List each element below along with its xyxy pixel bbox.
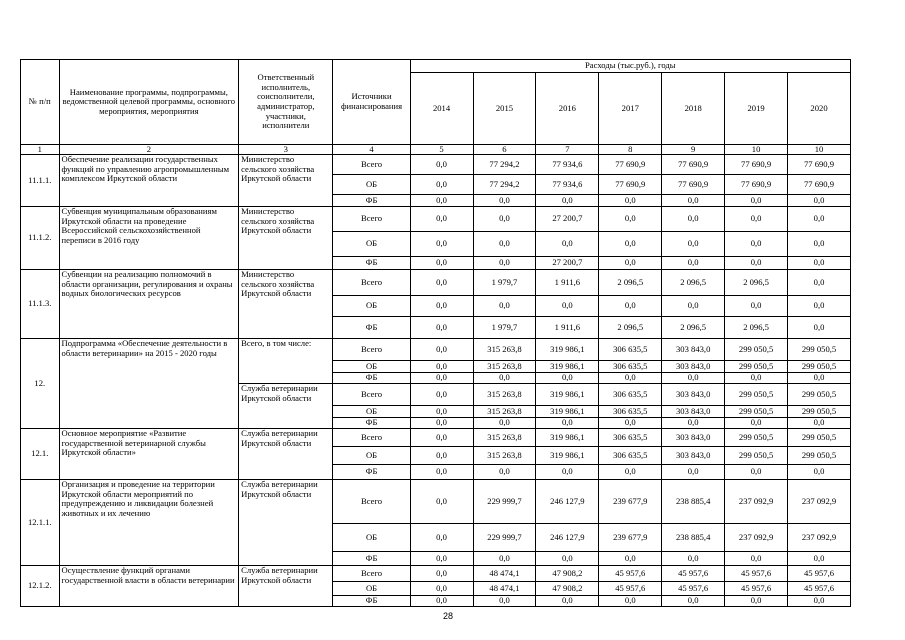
row-value: 27 200,7 — [536, 257, 599, 270]
row-value: 299 050,5 — [788, 339, 851, 361]
row-value: 0,0 — [410, 406, 473, 418]
row-value: 1 911,6 — [536, 317, 599, 339]
row-name: Субвенции на реализацию полномочий в области организации, регулирования и охраны водных биологических ресурсов — [59, 270, 239, 339]
row-value: 306 635,5 — [599, 384, 662, 406]
row-value: 239 677,9 — [599, 524, 662, 552]
row-value: 306 635,5 — [599, 406, 662, 418]
row-source: ОБ — [333, 361, 410, 373]
table-row — [21, 339, 851, 361]
header-year: 2014 — [410, 73, 473, 145]
row-value: 77 690,9 — [599, 155, 662, 175]
header-index: 9 — [662, 145, 725, 155]
row-value: 299 050,5 — [725, 361, 788, 373]
budget-table — [20, 59, 851, 607]
row-name: Обеспечение реализации государственных функций по управлению агропромышленным комплексом Иркутской области — [59, 155, 239, 207]
header-index: 3 — [239, 145, 333, 155]
header-index: 1 — [21, 145, 60, 155]
row-value: 0,0 — [536, 418, 599, 429]
table-row — [21, 270, 851, 296]
row-value: 0,0 — [410, 465, 473, 480]
row-number: 12.1. — [21, 429, 60, 480]
row-value: 0,0 — [788, 296, 851, 317]
row-value: 0,0 — [662, 257, 725, 270]
row-value: 0,0 — [599, 596, 662, 607]
row-value: 299 050,5 — [788, 447, 851, 465]
row-value: 319 986,1 — [536, 339, 599, 361]
row-value: 0,0 — [599, 257, 662, 270]
row-value: 0,0 — [473, 465, 536, 480]
row-value: 0,0 — [410, 418, 473, 429]
row-source: ФБ — [333, 465, 410, 480]
row-value: 0,0 — [662, 465, 725, 480]
row-value: 0,0 — [536, 373, 599, 384]
row-value: 0,0 — [473, 232, 536, 257]
row-value: 77 934,6 — [536, 155, 599, 175]
row-source: ФБ — [333, 195, 410, 207]
row-value: 315 263,8 — [473, 339, 536, 361]
row-responsible: Служба ветеринарии Иркутской области — [239, 429, 333, 480]
row-value: 0,0 — [788, 596, 851, 607]
row-value: 0,0 — [725, 596, 788, 607]
row-value: 237 092,9 — [725, 480, 788, 524]
header-year: 2020 — [788, 73, 851, 145]
row-value: 0,0 — [410, 270, 473, 296]
row-value: 77 690,9 — [662, 175, 725, 195]
row-source: ФБ — [333, 418, 410, 429]
row-source: Всего — [333, 207, 410, 232]
row-value: 319 986,1 — [536, 384, 599, 406]
row-value: 0,0 — [536, 465, 599, 480]
row-responsible: Министерство сельского хозяйства Иркутской области — [239, 270, 333, 339]
row-value: 0,0 — [599, 418, 662, 429]
row-source: ФБ — [333, 373, 410, 384]
row-value: 0,0 — [410, 566, 473, 582]
header-year: 2018 — [662, 73, 725, 145]
row-value: 237 092,9 — [725, 524, 788, 552]
row-value: 0,0 — [788, 465, 851, 480]
row-value: 299 050,5 — [788, 361, 851, 373]
row-value: 0,0 — [536, 596, 599, 607]
row-value: 0,0 — [725, 207, 788, 232]
row-value: 319 986,1 — [536, 361, 599, 373]
header-year: 2017 — [599, 73, 662, 145]
row-value: 315 263,8 — [473, 406, 536, 418]
row-value: 77 294,2 — [473, 175, 536, 195]
header-no: № п/п — [21, 60, 60, 145]
row-value: 299 050,5 — [725, 339, 788, 361]
row-value: 2 096,5 — [725, 270, 788, 296]
row-value: 0,0 — [410, 195, 473, 207]
row-value: 0,0 — [599, 296, 662, 317]
row-source: ФБ — [333, 257, 410, 270]
row-value: 0,0 — [473, 257, 536, 270]
row-value: 1 979,7 — [473, 270, 536, 296]
row-name: Субвенция муниципальным образованиям Иркутской области на проведение Всероссийской сельскохозяйственной переписи в 2016 году — [59, 207, 239, 270]
row-value: 238 885,4 — [662, 480, 725, 524]
row-value: 306 635,5 — [599, 361, 662, 373]
row-value: 0,0 — [788, 317, 851, 339]
row-value: 0,0 — [410, 257, 473, 270]
row-source: ОБ — [333, 582, 410, 596]
row-value: 45 957,6 — [788, 566, 851, 582]
header-index: 10 — [725, 145, 788, 155]
row-responsible: Министерство сельского хозяйства Иркутской области — [239, 207, 333, 270]
row-value: 315 263,8 — [473, 361, 536, 373]
row-value: 229 999,7 — [473, 480, 536, 524]
row-value: 0,0 — [662, 552, 725, 566]
row-value: 0,0 — [473, 552, 536, 566]
row-value: 0,0 — [599, 232, 662, 257]
row-number: 12. — [21, 339, 60, 429]
row-value: 45 957,6 — [788, 582, 851, 596]
header-name: Наименование программы, подпрограммы, ведомственной целевой программы, основного мероприятия, мероприятия — [59, 60, 239, 145]
table-row — [21, 566, 851, 582]
header-index: 7 — [536, 145, 599, 155]
row-value: 77 690,9 — [725, 155, 788, 175]
row-value: 0,0 — [410, 155, 473, 175]
row-value: 0,0 — [410, 361, 473, 373]
row-name: Осуществление функций органами государственной власти в области ветеринарии — [59, 566, 239, 607]
row-name: Организация и проведение на территории Иркутской области мероприятий по предупреждению и ликвидации болезней животных и их лечению — [59, 480, 239, 566]
row-value: 0,0 — [410, 596, 473, 607]
row-value: 0,0 — [536, 296, 599, 317]
header-expenses: Расходы (тыс.руб.), годы — [410, 60, 850, 73]
row-responsible: Служба ветеринарии Иркутской области — [239, 566, 333, 607]
row-value: 27 200,7 — [536, 207, 599, 232]
row-value: 2 096,5 — [725, 317, 788, 339]
row-value: 1 911,6 — [536, 270, 599, 296]
row-value: 306 635,5 — [599, 339, 662, 361]
row-source: Всего — [333, 566, 410, 582]
header-index: 4 — [333, 145, 410, 155]
row-source: Всего — [333, 339, 410, 361]
row-value: 48 474,1 — [473, 582, 536, 596]
row-value: 0,0 — [788, 207, 851, 232]
row-value: 0,0 — [788, 270, 851, 296]
row-value: 0,0 — [788, 257, 851, 270]
row-name: Подпрограмма «Обеспечение деятельности в области ветеринарии» на 2015 - 2020 годы — [59, 339, 239, 429]
row-value: 77 934,6 — [536, 175, 599, 195]
row-value: 237 092,9 — [788, 524, 851, 552]
row-value: 299 050,5 — [725, 447, 788, 465]
row-value: 0,0 — [410, 373, 473, 384]
row-responsible: Служба ветеринарии Иркутской области — [239, 384, 333, 429]
row-source: ОБ — [333, 232, 410, 257]
row-value: 77 690,9 — [599, 175, 662, 195]
row-value: 303 843,0 — [662, 406, 725, 418]
row-value: 0,0 — [410, 480, 473, 524]
row-value: 0,0 — [662, 373, 725, 384]
row-value: 0,0 — [410, 524, 473, 552]
row-value: 0,0 — [725, 465, 788, 480]
row-value: 319 986,1 — [536, 429, 599, 447]
row-number: 11.1.3. — [21, 270, 60, 339]
header-index: 2 — [59, 145, 239, 155]
row-value: 237 092,9 — [788, 480, 851, 524]
row-value: 0,0 — [788, 552, 851, 566]
row-source: ОБ — [333, 447, 410, 465]
row-number: 12.1.1. — [21, 480, 60, 566]
header-index: 8 — [599, 145, 662, 155]
row-value: 0,0 — [725, 418, 788, 429]
table-row — [21, 207, 851, 232]
row-value: 0,0 — [725, 373, 788, 384]
row-value: 0,0 — [662, 296, 725, 317]
row-source: ФБ — [333, 552, 410, 566]
row-value: 0,0 — [662, 207, 725, 232]
row-source: Всего — [333, 429, 410, 447]
row-value: 0,0 — [536, 195, 599, 207]
row-value: 0,0 — [725, 232, 788, 257]
header-year: 2016 — [536, 73, 599, 145]
row-value: 0,0 — [410, 384, 473, 406]
row-value: 2 096,5 — [599, 270, 662, 296]
row-value: 246 127,9 — [536, 524, 599, 552]
row-value: 303 843,0 — [662, 447, 725, 465]
row-value: 0,0 — [410, 296, 473, 317]
row-value: 315 263,8 — [473, 429, 536, 447]
row-value: 0,0 — [662, 232, 725, 257]
row-value: 0,0 — [536, 552, 599, 566]
row-value: 45 957,6 — [599, 566, 662, 582]
row-value: 0,0 — [599, 195, 662, 207]
row-value: 303 843,0 — [662, 384, 725, 406]
row-value: 0,0 — [662, 195, 725, 207]
row-value: 306 635,5 — [599, 447, 662, 465]
row-value: 77 294,2 — [473, 155, 536, 175]
row-value: 0,0 — [599, 373, 662, 384]
row-number: 11.1.2. — [21, 207, 60, 270]
row-value: 0,0 — [410, 582, 473, 596]
row-source: Всего — [333, 384, 410, 406]
row-value: 0,0 — [410, 207, 473, 232]
row-source: ФБ — [333, 596, 410, 607]
row-source: Всего — [333, 155, 410, 175]
row-value: 0,0 — [725, 195, 788, 207]
row-source: Всего — [333, 270, 410, 296]
row-value: 0,0 — [473, 207, 536, 232]
table-row — [21, 155, 851, 175]
row-value: 0,0 — [410, 232, 473, 257]
row-value: 1 979,7 — [473, 317, 536, 339]
row-value: 0,0 — [662, 418, 725, 429]
row-value: 0,0 — [788, 418, 851, 429]
row-value: 299 050,5 — [788, 384, 851, 406]
row-name: Основное мероприятие «Развитие государственной ветеринарной службы Иркутской области» — [59, 429, 239, 480]
row-value: 0,0 — [725, 552, 788, 566]
row-value: 0,0 — [410, 552, 473, 566]
row-number: 11.1.1. — [21, 155, 60, 207]
row-value: 315 263,8 — [473, 384, 536, 406]
header-year: 2015 — [473, 73, 536, 145]
row-responsible: Служба ветеринарии Иркутской области — [239, 480, 333, 566]
row-source: ОБ — [333, 524, 410, 552]
header-index: 6 — [473, 145, 536, 155]
table-row — [21, 429, 851, 447]
row-value: 0,0 — [473, 296, 536, 317]
row-value: 2 096,5 — [599, 317, 662, 339]
row-value: 0,0 — [599, 465, 662, 480]
row-value: 238 885,4 — [662, 524, 725, 552]
row-value: 303 843,0 — [662, 339, 725, 361]
header-year: 2019 — [725, 73, 788, 145]
row-value: 0,0 — [788, 373, 851, 384]
row-value: 77 690,9 — [788, 175, 851, 195]
row-value: 45 957,6 — [662, 566, 725, 582]
row-value: 0,0 — [599, 207, 662, 232]
row-value: 0,0 — [662, 596, 725, 607]
row-value: 45 957,6 — [662, 582, 725, 596]
row-value: 0,0 — [725, 296, 788, 317]
row-value: 0,0 — [788, 232, 851, 257]
row-value: 48 474,1 — [473, 566, 536, 582]
row-value: 0,0 — [473, 195, 536, 207]
row-value: 0,0 — [410, 447, 473, 465]
table-row — [21, 480, 851, 524]
row-source: ОБ — [333, 175, 410, 195]
row-value: 77 690,9 — [662, 155, 725, 175]
row-value: 299 050,5 — [725, 384, 788, 406]
row-value: 77 690,9 — [725, 175, 788, 195]
row-value: 303 843,0 — [662, 429, 725, 447]
row-value: 0,0 — [725, 257, 788, 270]
row-responsible: Министерство сельского хозяйства Иркутской области — [239, 155, 333, 207]
row-value: 47 908,2 — [536, 566, 599, 582]
row-value: 2 096,5 — [662, 317, 725, 339]
row-value: 0,0 — [788, 195, 851, 207]
row-source: Всего — [333, 480, 410, 524]
row-value: 0,0 — [473, 596, 536, 607]
row-value: 0,0 — [410, 429, 473, 447]
row-value: 0,0 — [410, 317, 473, 339]
row-value: 0,0 — [410, 175, 473, 195]
header-responsible: Ответственный исполнитель, соисполнители, администратор, участники, исполнители — [239, 60, 333, 145]
row-value: 239 677,9 — [599, 480, 662, 524]
row-value: 45 957,6 — [599, 582, 662, 596]
row-value: 306 635,5 — [599, 429, 662, 447]
row-value: 299 050,5 — [788, 406, 851, 418]
row-value: 0,0 — [473, 418, 536, 429]
row-value: 299 050,5 — [725, 429, 788, 447]
header-source: Источники финансирования — [333, 60, 410, 145]
row-value: 0,0 — [473, 373, 536, 384]
row-value: 45 957,6 — [725, 582, 788, 596]
row-value: 47 908,2 — [536, 582, 599, 596]
row-value: 0,0 — [599, 552, 662, 566]
row-value: 0,0 — [536, 232, 599, 257]
row-responsible: Всего, в том числе: — [239, 339, 333, 384]
row-value: 246 127,9 — [536, 480, 599, 524]
row-value: 2 096,5 — [662, 270, 725, 296]
row-source: ОБ — [333, 296, 410, 317]
page-number: 28 — [443, 611, 454, 621]
row-source: ФБ — [333, 317, 410, 339]
row-value: 303 843,0 — [662, 361, 725, 373]
row-value: 315 263,8 — [473, 447, 536, 465]
row-value: 299 050,5 — [725, 406, 788, 418]
row-number: 12.1.2. — [21, 566, 60, 607]
row-source: ОБ — [333, 406, 410, 418]
row-value: 77 690,9 — [788, 155, 851, 175]
row-value: 299 050,5 — [788, 429, 851, 447]
row-value: 229 999,7 — [473, 524, 536, 552]
row-value: 319 986,1 — [536, 406, 599, 418]
row-value: 45 957,6 — [725, 566, 788, 582]
header-index: 10 — [788, 145, 851, 155]
row-value: 0,0 — [410, 339, 473, 361]
header-index: 5 — [410, 145, 473, 155]
row-value: 319 986,1 — [536, 447, 599, 465]
